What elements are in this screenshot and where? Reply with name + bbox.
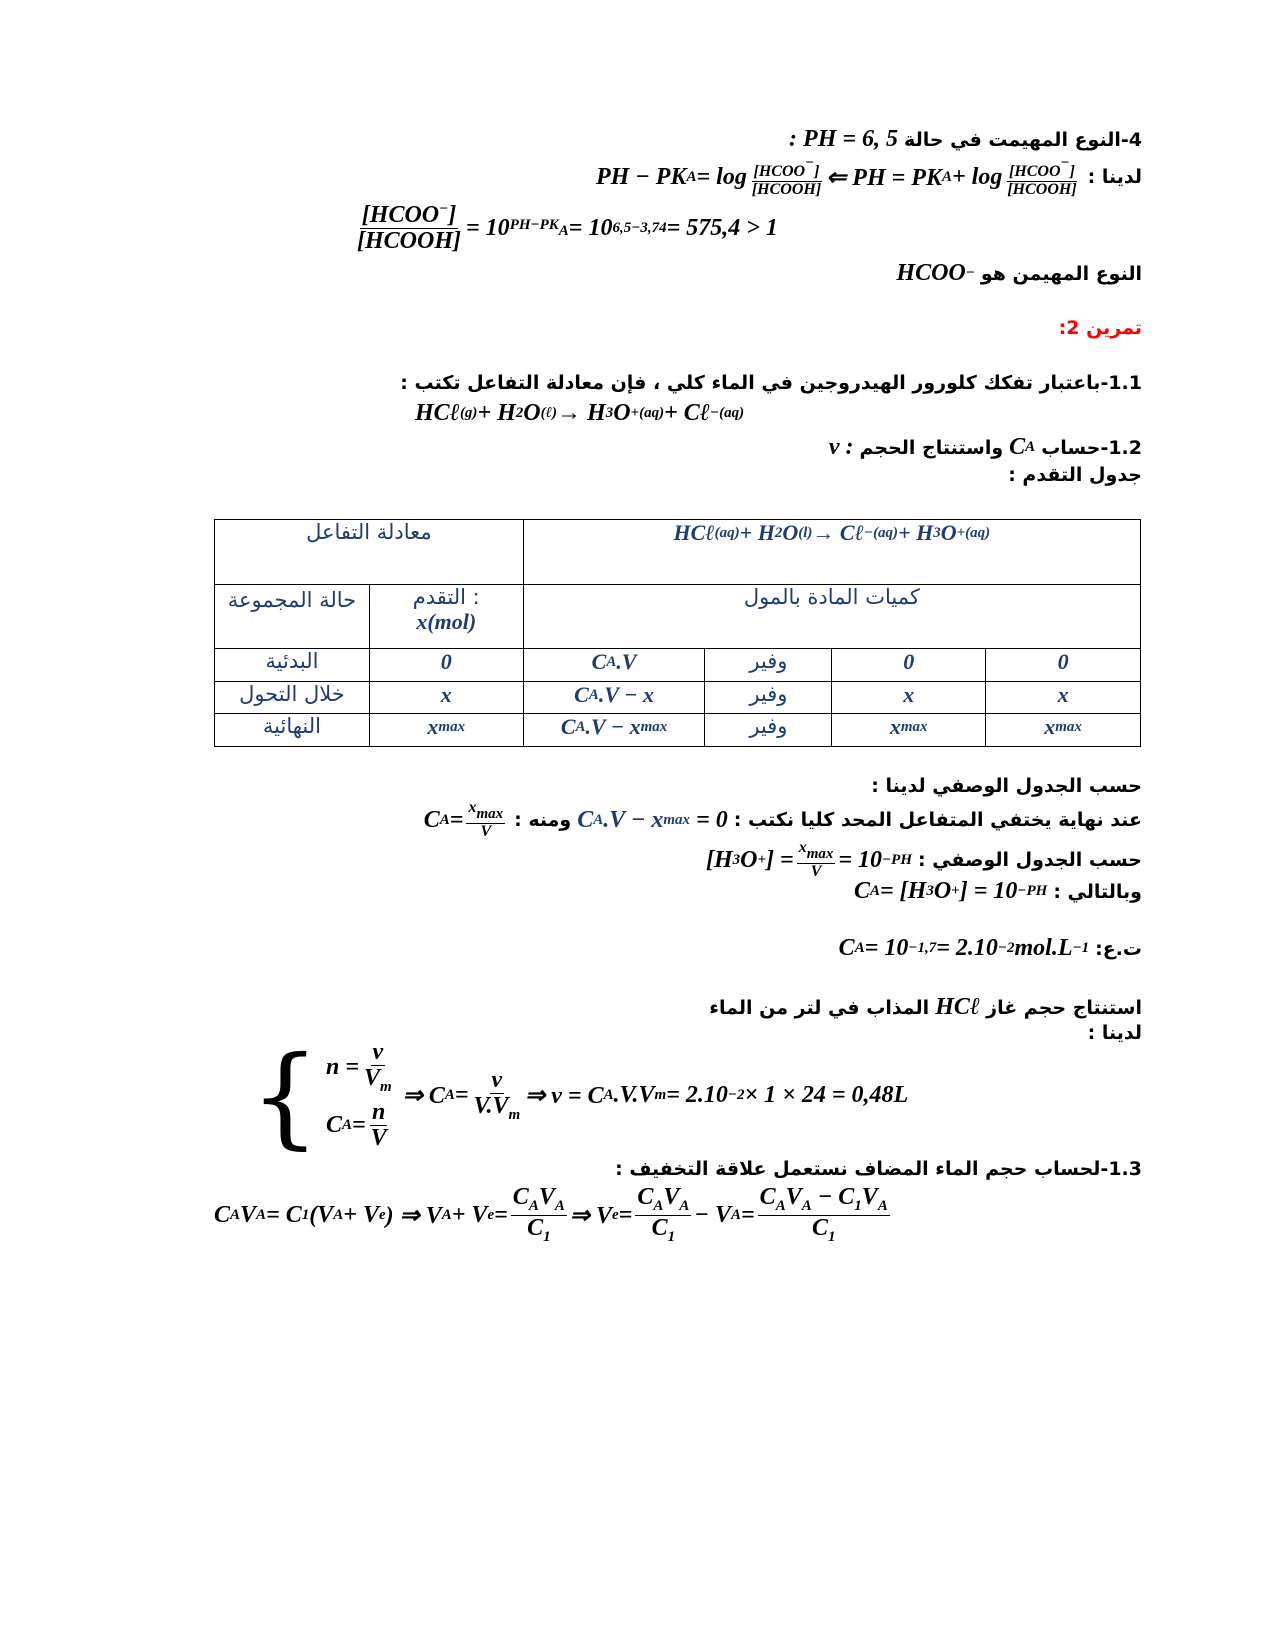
dominant-species: HCOO −	[896, 260, 975, 286]
table-title	[1008, 464, 1142, 486]
solution-text: حسب الجدول الوصفي لدينا :	[871, 775, 1142, 797]
row-hcl: C A .V − x	[574, 682, 654, 707]
table-row	[215, 714, 1141, 747]
row-cl: x max	[889, 714, 928, 739]
advance-unit: x(mol)	[416, 609, 477, 634]
solution-text: المذاب في لتر من الماء	[709, 996, 930, 1019]
ca-numeric: C A = 10 −1,7 = 2.10 −2 mol.L −1	[838, 935, 1090, 961]
question-1-3	[615, 1158, 1142, 1180]
row-state: البدئية	[265, 649, 319, 673]
solution-line-2	[424, 800, 1142, 841]
table-row	[215, 682, 1141, 714]
advancement-table	[214, 519, 1141, 747]
advance-label-cell	[369, 585, 523, 649]
ph-value: : PH = 6, 5	[789, 126, 899, 152]
solution-line-3	[706, 840, 1142, 881]
row-water: وفير	[749, 649, 788, 673]
system-eq-1: n = $\frac{v}{V_m}$	[326, 1039, 392, 1096]
equation-label-cell	[215, 520, 524, 585]
equals-zero: = 0	[696, 806, 728, 833]
solution-text: حسب الجدول الوصفي :	[917, 849, 1142, 872]
advance-label: التقدم :	[412, 585, 480, 609]
row-state: النهائية	[262, 714, 321, 738]
henderson-equation: PH − PK A = log $\frac{[HCOO^-]}{\text{[HCOOH]}}$ ⇐ PH = PK A + log $\frac{[HCOO^-]}{\text{[HCOOH]}}$	[595, 155, 1077, 198]
row-state: خلال التحول	[239, 682, 345, 706]
solution-line-6	[709, 994, 1142, 1021]
table-header-row	[215, 520, 1141, 585]
system-equations	[326, 1040, 397, 1151]
solution-text: ت.ع:	[1095, 937, 1142, 960]
ca-symbol: C A	[1009, 434, 1036, 460]
solution-line-4	[854, 878, 1142, 905]
volume-result: ⇒ C A = $\frac{v}{V.V_m}$ ⇒ v = C A .V.V m = 2.10 −2 × 1 × 24 = 0,48L	[402, 1066, 909, 1123]
dilution-equation-line	[214, 1185, 893, 1246]
solution-line-7	[1088, 1022, 1142, 1044]
solution-line-1	[871, 775, 1142, 797]
question-1-3-text: 1.3-لحساب حجم الماء المضاف نستعمل علاقة التخفيف :	[615, 1158, 1142, 1180]
equation-cell	[523, 520, 1140, 585]
row-advance: x max	[427, 714, 466, 739]
solution-line-5	[839, 935, 1142, 962]
ca-formula: C A = $\frac{x_{max}}{V}$	[423, 799, 504, 840]
solution-text: لدينا :	[1087, 1022, 1142, 1044]
row-hcl: C A .V	[591, 649, 637, 674]
question-1-2	[829, 434, 1142, 461]
question-1-2-text: 1.2-حساب	[1041, 436, 1142, 459]
row-advance: 0	[440, 649, 452, 674]
reaction-equation-line	[415, 400, 744, 427]
question-1-1-text: 1.1-باعتبار تفكك كلورور الهيدروجين في الماء كلي ، فإن معادلة التفاعل تكتب :	[400, 372, 1142, 394]
row-h3o: 0	[1057, 649, 1069, 674]
table-row	[215, 649, 1141, 682]
exercise2-heading-text: تمرين 2:	[1058, 317, 1142, 339]
row-hcl: C A .V − x max	[560, 714, 668, 739]
have-label: لدينا :	[1087, 166, 1142, 189]
section4-title-text: 4-النوع المهيمت في حالة	[904, 128, 1142, 151]
ca-equals-h3o: C A = [H 3 O + ] = 10 −PH	[853, 878, 1048, 904]
h3o-formula: [H 3 O + ] = $\frac{x_{max}}{V}$ = 10 −PH	[705, 839, 912, 880]
row-advance: x	[440, 682, 452, 707]
reaction-equation: HCℓ (g) + H 2 O (ℓ) → H 3 O + (aq) + Cℓ − (aq)	[415, 400, 745, 426]
section4-title	[789, 126, 1142, 153]
table-title-text: جدول التقدم :	[1008, 464, 1142, 486]
table-subheader-row	[215, 585, 1141, 649]
hcl-symbol: HCℓ	[935, 994, 981, 1020]
system-eq-2: C A = $\frac{n}{V}$	[326, 1098, 387, 1152]
state-label: حالة المجموعة	[227, 588, 357, 612]
solution-text: عند نهاية يختفي المتفاعل المحد كليا نكتب :	[733, 809, 1142, 832]
quantities-label: كميات المادة بالمول	[743, 585, 920, 609]
row-water: وفير	[749, 714, 788, 738]
row-cl: x	[903, 682, 915, 707]
section4-equation-line	[596, 156, 1142, 199]
solution-text: ومنه :	[514, 809, 572, 832]
volume-system	[250, 1031, 909, 1160]
solution-text: وبالتالي :	[1053, 880, 1142, 903]
row-cl: 0	[903, 649, 915, 674]
quantities-label-cell	[523, 585, 1140, 649]
dominant-species-line	[896, 260, 1142, 287]
solution-text: استنتاج حجم غاز	[986, 996, 1142, 1019]
final-hcl-amount: C A .V − x max	[577, 806, 691, 833]
question-1-1	[400, 372, 1142, 394]
row-h3o: x	[1057, 682, 1069, 707]
question-1-2-text-2: واستنتاج الحجم	[859, 436, 1004, 459]
v-symbol: v :	[828, 434, 854, 460]
equation-label: معادلة التفاعل	[306, 520, 432, 544]
state-label-cell	[215, 585, 370, 649]
ratio-equation-line	[352, 202, 778, 254]
row-water: وفير	[749, 682, 788, 706]
exercise2-heading	[1059, 317, 1142, 339]
left-brace: {	[250, 1031, 320, 1160]
table-equation: HCℓ (aq) + H 2 O (l) → Cℓ − (aq) + H 3 O + (aq)	[673, 520, 991, 545]
row-h3o: x max	[1044, 714, 1082, 739]
dilution-equation: C A V A = C 1 (V A + V e ) ⇒ V A + V e = $\frac{C_AV_A}{C_1}$ ⇒ V e = $\frac{C_AV_A}{C_1}$ − V A = $\frac{C_AV_A - C_1V_A}{C_1}$	[214, 1184, 888, 1245]
dominant-label: النوع المهيمن هو	[980, 262, 1142, 285]
ratio-equation: $\frac{[HCOO^-]}{\text{[HCOOH]}}$ = 10 $PH-PK_A$ = 10 6,5−3,74 = 575,4 > 1	[357, 201, 778, 255]
